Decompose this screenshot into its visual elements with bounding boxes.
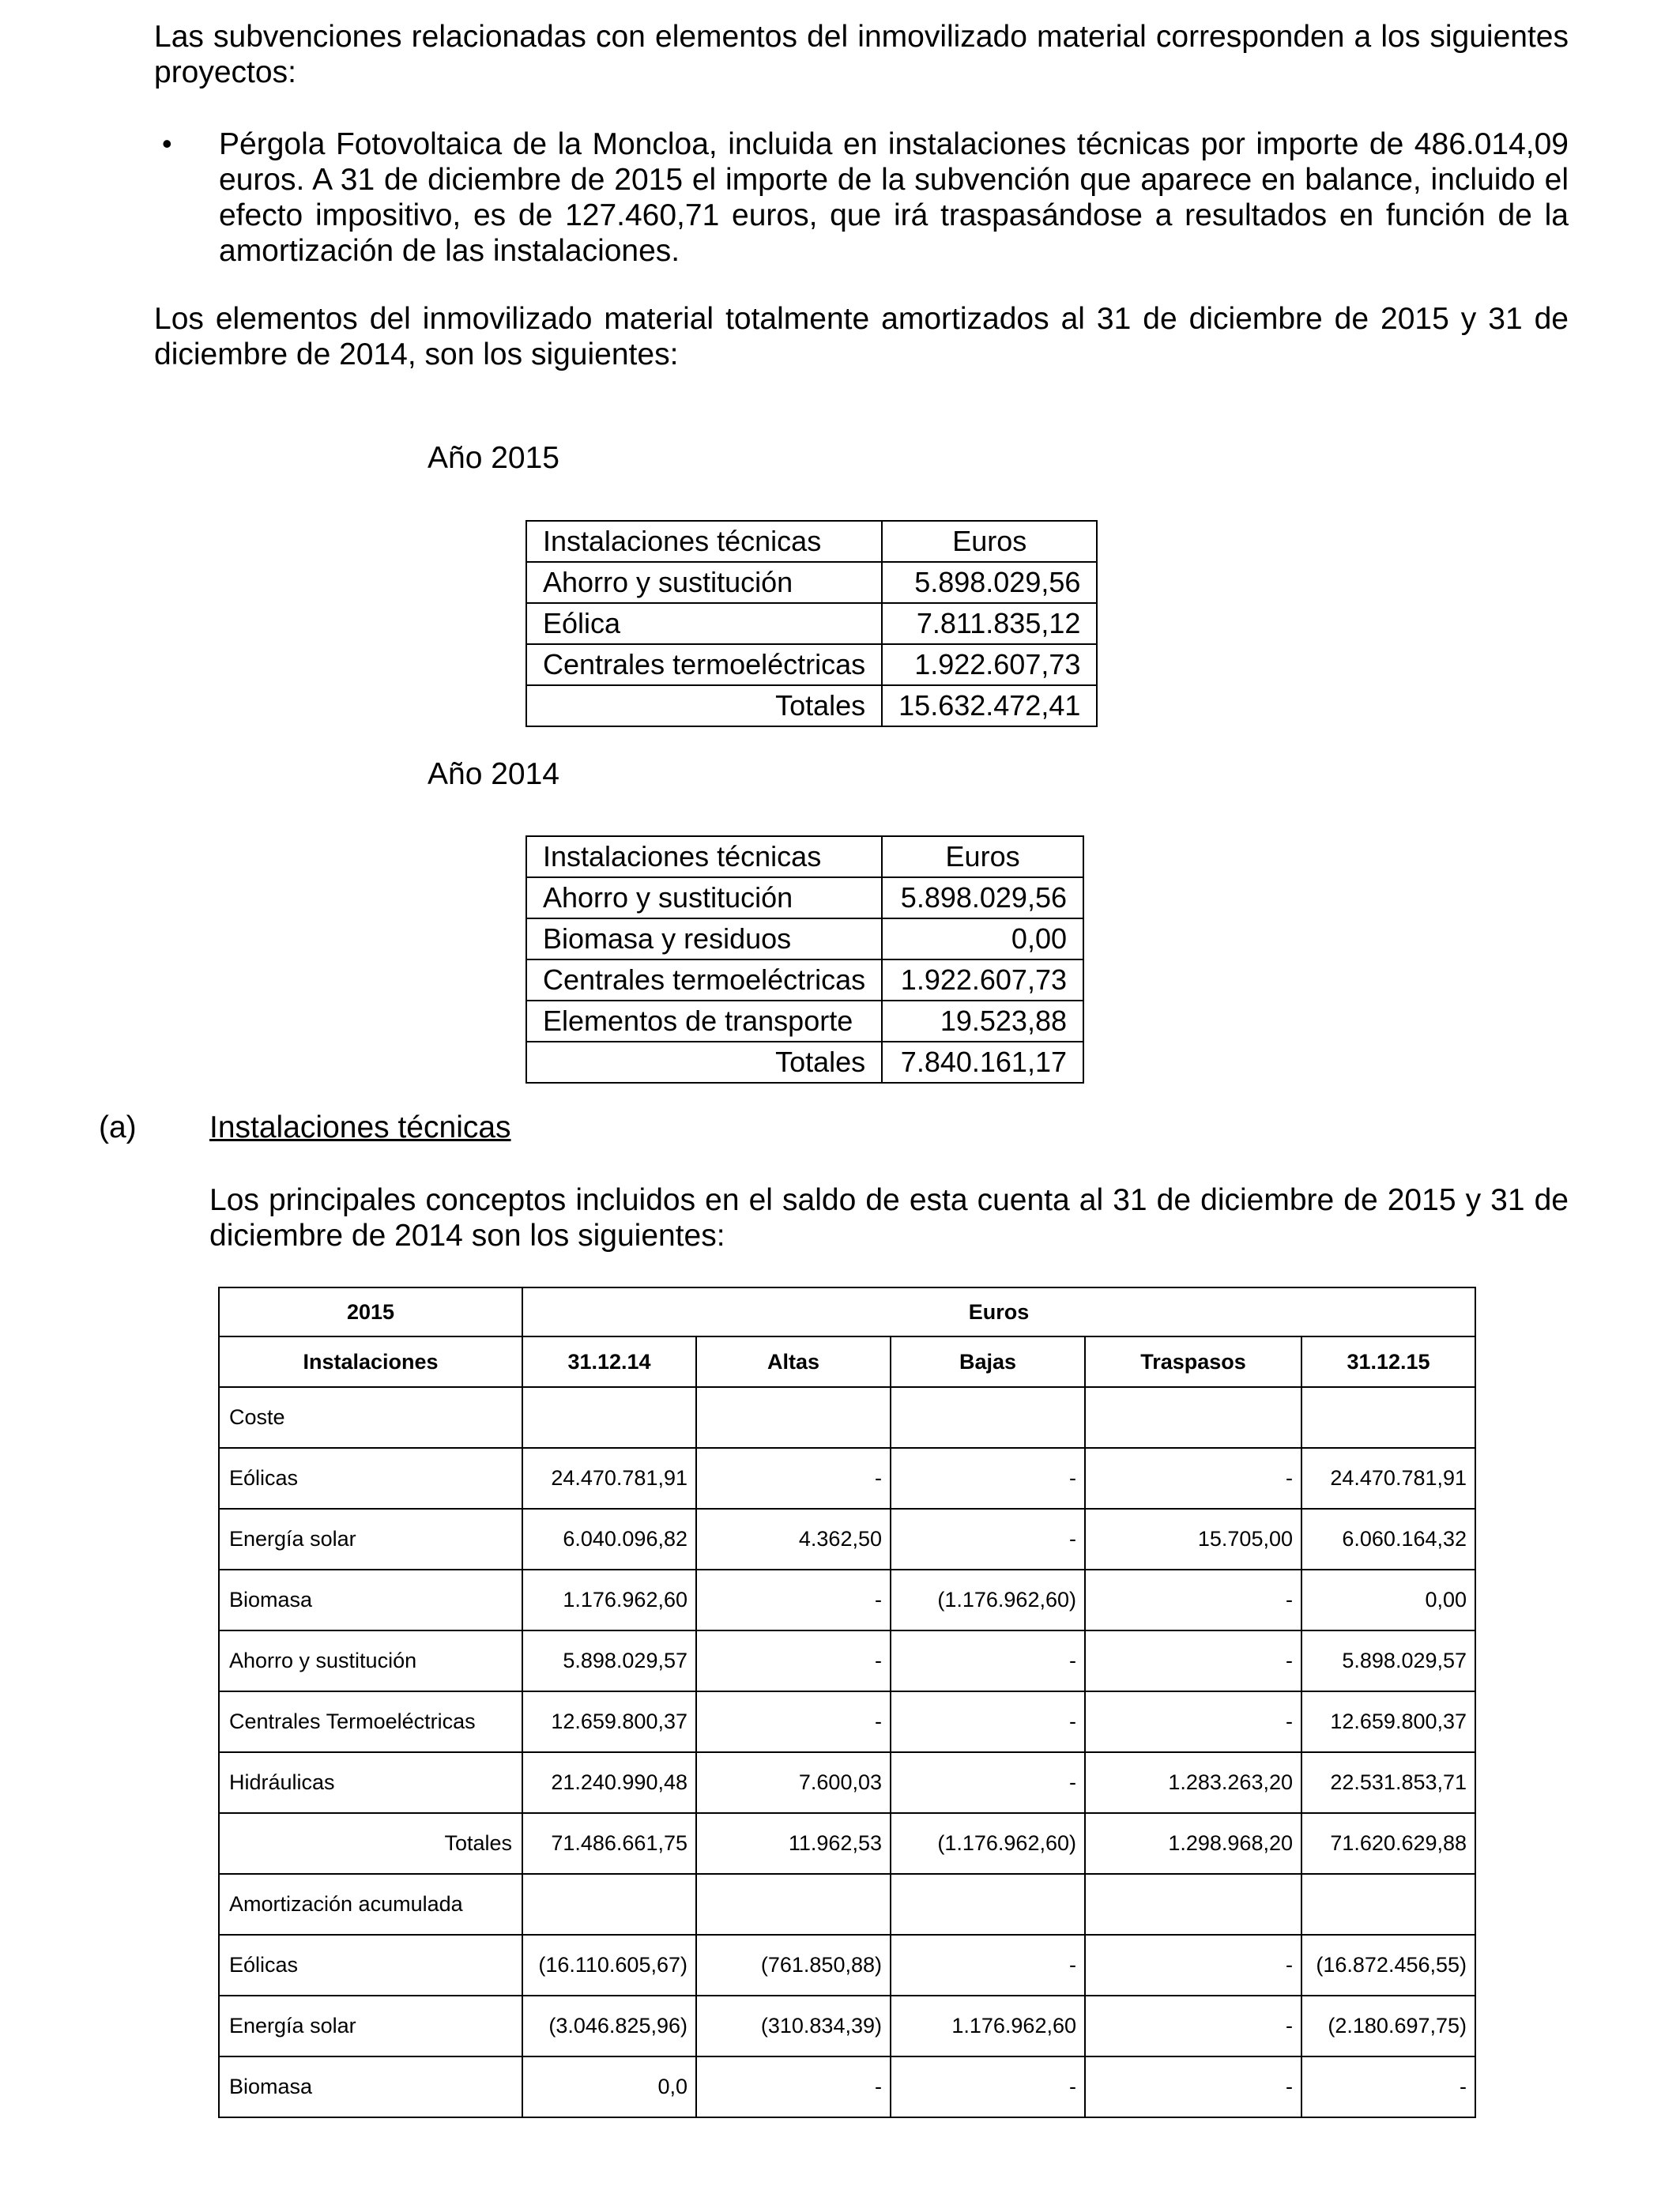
table-cell: 71.486.661,75 <box>522 1813 696 1874</box>
year-header: 2015 <box>219 1287 522 1336</box>
table-cell: - <box>1085 1691 1301 1752</box>
table-row <box>526 603 1097 644</box>
column-header: 31.12.15 <box>1301 1336 1475 1387</box>
table-cell: - <box>891 1752 1085 1813</box>
table-header-row <box>526 521 1097 562</box>
column-header-row <box>219 1336 1475 1387</box>
table-cell <box>1301 1874 1475 1935</box>
header-cell: Instalaciones técnicas <box>526 836 882 877</box>
row-label: Centrales Termoeléctricas <box>219 1691 522 1752</box>
row-label: Coste <box>219 1387 522 1448</box>
table-cell: Biomasa y residuos <box>526 918 882 959</box>
table-cell: - <box>891 1630 1085 1691</box>
table-cell: Ahorro y sustitución <box>526 877 882 918</box>
year-2015-title: Año 2015 <box>428 441 559 475</box>
table-row <box>219 1996 1475 2056</box>
section-title: Instalaciones técnicas <box>209 1110 511 1144</box>
table-cell: 5.898.029,56 <box>882 877 1083 918</box>
table-row <box>526 918 1083 959</box>
table-row <box>526 1001 1083 1042</box>
row-label: Energía solar <box>219 1509 522 1570</box>
table-cell: - <box>1085 2056 1301 2117</box>
column-header: Altas <box>696 1336 891 1387</box>
bullet-icon: • <box>162 127 172 160</box>
table-cell: 11.962,53 <box>696 1813 891 1874</box>
table-row <box>526 959 1083 1001</box>
table-cell: 5.898.029,57 <box>522 1630 696 1691</box>
column-header: Instalaciones <box>219 1336 522 1387</box>
table-cell: 21.240.990,48 <box>522 1752 696 1813</box>
table-cell <box>1085 1874 1301 1935</box>
table-row <box>219 1874 1475 1935</box>
table-cell: - <box>891 1691 1085 1752</box>
table-row <box>219 1570 1475 1630</box>
table-header-row <box>526 836 1083 877</box>
table-cell: (1.176.962,60) <box>891 1570 1085 1630</box>
row-label: Energía solar <box>219 1996 522 2056</box>
table-cell: (310.834,39) <box>696 1996 891 2056</box>
table-cell: 6.060.164,32 <box>1301 1509 1475 1570</box>
table-cell: (761.850,88) <box>696 1935 891 1996</box>
table-row <box>219 1935 1475 1996</box>
table-cell: 15.705,00 <box>1085 1509 1301 1570</box>
total-label: Totales <box>526 1042 882 1083</box>
table-cell: 24.470.781,91 <box>1301 1448 1475 1509</box>
table-cell: 1.922.607,73 <box>882 959 1083 1001</box>
table-cell: 12.659.800,37 <box>522 1691 696 1752</box>
table-cell: - <box>1085 1570 1301 1630</box>
table-cell: - <box>696 1448 891 1509</box>
table-cell: Ahorro y sustitución <box>526 562 882 603</box>
table-cell: 6.040.096,82 <box>522 1509 696 1570</box>
table-row <box>219 1448 1475 1509</box>
table-cell: (16.110.605,67) <box>522 1935 696 1996</box>
table-row <box>526 877 1083 918</box>
table-row <box>526 644 1097 685</box>
table-cell: 1.298.968,20 <box>1085 1813 1301 1874</box>
table-cell: 1.176.962,60 <box>522 1570 696 1630</box>
table-cell: - <box>696 2056 891 2117</box>
row-label: Biomasa <box>219 1570 522 1630</box>
table-cell: 0,00 <box>1301 1570 1475 1630</box>
intro-paragraph: Las subvenciones relacionadas con elementos del inmovilizado material corresponden a los siguientes proyectos: <box>154 20 1569 89</box>
table-cell: 7.600,03 <box>696 1752 891 1813</box>
table-cell: 24.470.781,91 <box>522 1448 696 1509</box>
table-cell <box>522 1387 696 1448</box>
table-cell: - <box>696 1630 891 1691</box>
table-cell: - <box>696 1691 891 1752</box>
total-value: 15.632.472,41 <box>882 685 1097 726</box>
table-row <box>219 1509 1475 1570</box>
table-cell: 0,00 <box>882 918 1083 959</box>
table-cell: - <box>1301 2056 1475 2117</box>
table-cell: 7.811.835,12 <box>882 603 1097 644</box>
column-header: Bajas <box>891 1336 1085 1387</box>
table-cell: 1.176.962,60 <box>891 1996 1085 2056</box>
table-cell: - <box>891 2056 1085 2117</box>
column-header: 31.12.14 <box>522 1336 696 1387</box>
table-cell: 5.898.029,57 <box>1301 1630 1475 1691</box>
total-row <box>526 1042 1083 1083</box>
table-cell: 1.283.263,20 <box>1085 1752 1301 1813</box>
table-cell: Elementos de transporte <box>526 1001 882 1042</box>
table-cell <box>891 1387 1085 1448</box>
section-letter: (a) <box>99 1110 137 1144</box>
total-value: 7.840.161,17 <box>882 1042 1083 1083</box>
table-cell: - <box>696 1570 891 1630</box>
table-cell: Eólica <box>526 603 882 644</box>
header-cell: Euros <box>882 521 1097 562</box>
table-cell: - <box>891 1935 1085 1996</box>
table-row <box>219 2056 1475 2117</box>
table-cell: 4.362,50 <box>696 1509 891 1570</box>
row-label: Biomasa <box>219 2056 522 2117</box>
row-label: Eólicas <box>219 1448 522 1509</box>
table-cell: - <box>1085 1630 1301 1691</box>
table-row <box>219 1691 1475 1752</box>
table-2014 <box>525 835 1084 1084</box>
table-cell <box>696 1387 891 1448</box>
column-header: Traspasos <box>1085 1336 1301 1387</box>
table-cell: 12.659.800,37 <box>1301 1691 1475 1752</box>
table-row <box>219 1752 1475 1813</box>
row-label: Amortización acumulada <box>219 1874 522 1935</box>
table-cell <box>522 1874 696 1935</box>
table-cell: (2.180.697,75) <box>1301 1996 1475 2056</box>
table-cell: 22.531.853,71 <box>1301 1752 1475 1813</box>
table-cell <box>1301 1387 1475 1448</box>
table-cell: (16.872.456,55) <box>1301 1935 1475 1996</box>
table-2015 <box>525 520 1098 727</box>
row-label: Ahorro y sustitución <box>219 1630 522 1691</box>
table-cell <box>696 1874 891 1935</box>
total-label: Totales <box>526 685 882 726</box>
table-cell: - <box>891 1448 1085 1509</box>
table-row <box>219 1630 1475 1691</box>
table-cell: - <box>1085 1448 1301 1509</box>
table-cell: - <box>891 1509 1085 1570</box>
row-label: Eólicas <box>219 1935 522 1996</box>
row-label: Hidráulicas <box>219 1752 522 1813</box>
table-cell: 1.922.607,73 <box>882 644 1097 685</box>
table-cell: (1.176.962,60) <box>891 1813 1085 1874</box>
table-cell <box>1085 1387 1301 1448</box>
bullet-paragraph: Pérgola Fotovoltaica de la Moncloa, incluida en instalaciones técnicas por importe de 486.014,09 euros. A 31 de diciembre de 2015 el importe de la subvención que aparece en balance, incluido el efecto impositivo, es de 127.460,71 euros, que irá traspasándose a resultados en función de la amortización de las instalaciones. <box>219 127 1569 268</box>
instalaciones-table <box>218 1287 1476 2118</box>
table-row <box>526 562 1097 603</box>
section-paragraph: Los principales conceptos incluidos en el saldo de esta cuenta al 31 de diciembre de 2015 y 31 de diciembre de 2014 son los siguientes: <box>209 1183 1569 1253</box>
table-cell <box>891 1874 1085 1935</box>
table-cell: Centrales termoeléctricas <box>526 644 882 685</box>
table-cell: - <box>1085 1996 1301 2056</box>
year-2014-title: Año 2014 <box>428 757 559 791</box>
table-row <box>219 1387 1475 1448</box>
table-cell: (3.046.825,96) <box>522 1996 696 2056</box>
euros-header: Euros <box>522 1287 1475 1336</box>
table-cell: 19.523,88 <box>882 1001 1083 1042</box>
table-cell: Centrales termoeléctricas <box>526 959 882 1001</box>
table-header-row <box>219 1287 1475 1336</box>
header-cell: Instalaciones técnicas <box>526 521 882 562</box>
table-cell: 71.620.629,88 <box>1301 1813 1475 1874</box>
amortized-paragraph: Los elementos del inmovilizado material totalmente amortizados al 31 de diciembre de 2015 y 31 de diciembre de 2014, son los siguientes: <box>154 302 1569 371</box>
table-cell: 5.898.029,56 <box>882 562 1097 603</box>
table-cell: 0,0 <box>522 2056 696 2117</box>
table-cell: - <box>1085 1935 1301 1996</box>
total-row <box>526 685 1097 726</box>
total-label: Totales <box>219 1813 522 1874</box>
table-row <box>219 1813 1475 1874</box>
header-cell: Euros <box>882 836 1083 877</box>
